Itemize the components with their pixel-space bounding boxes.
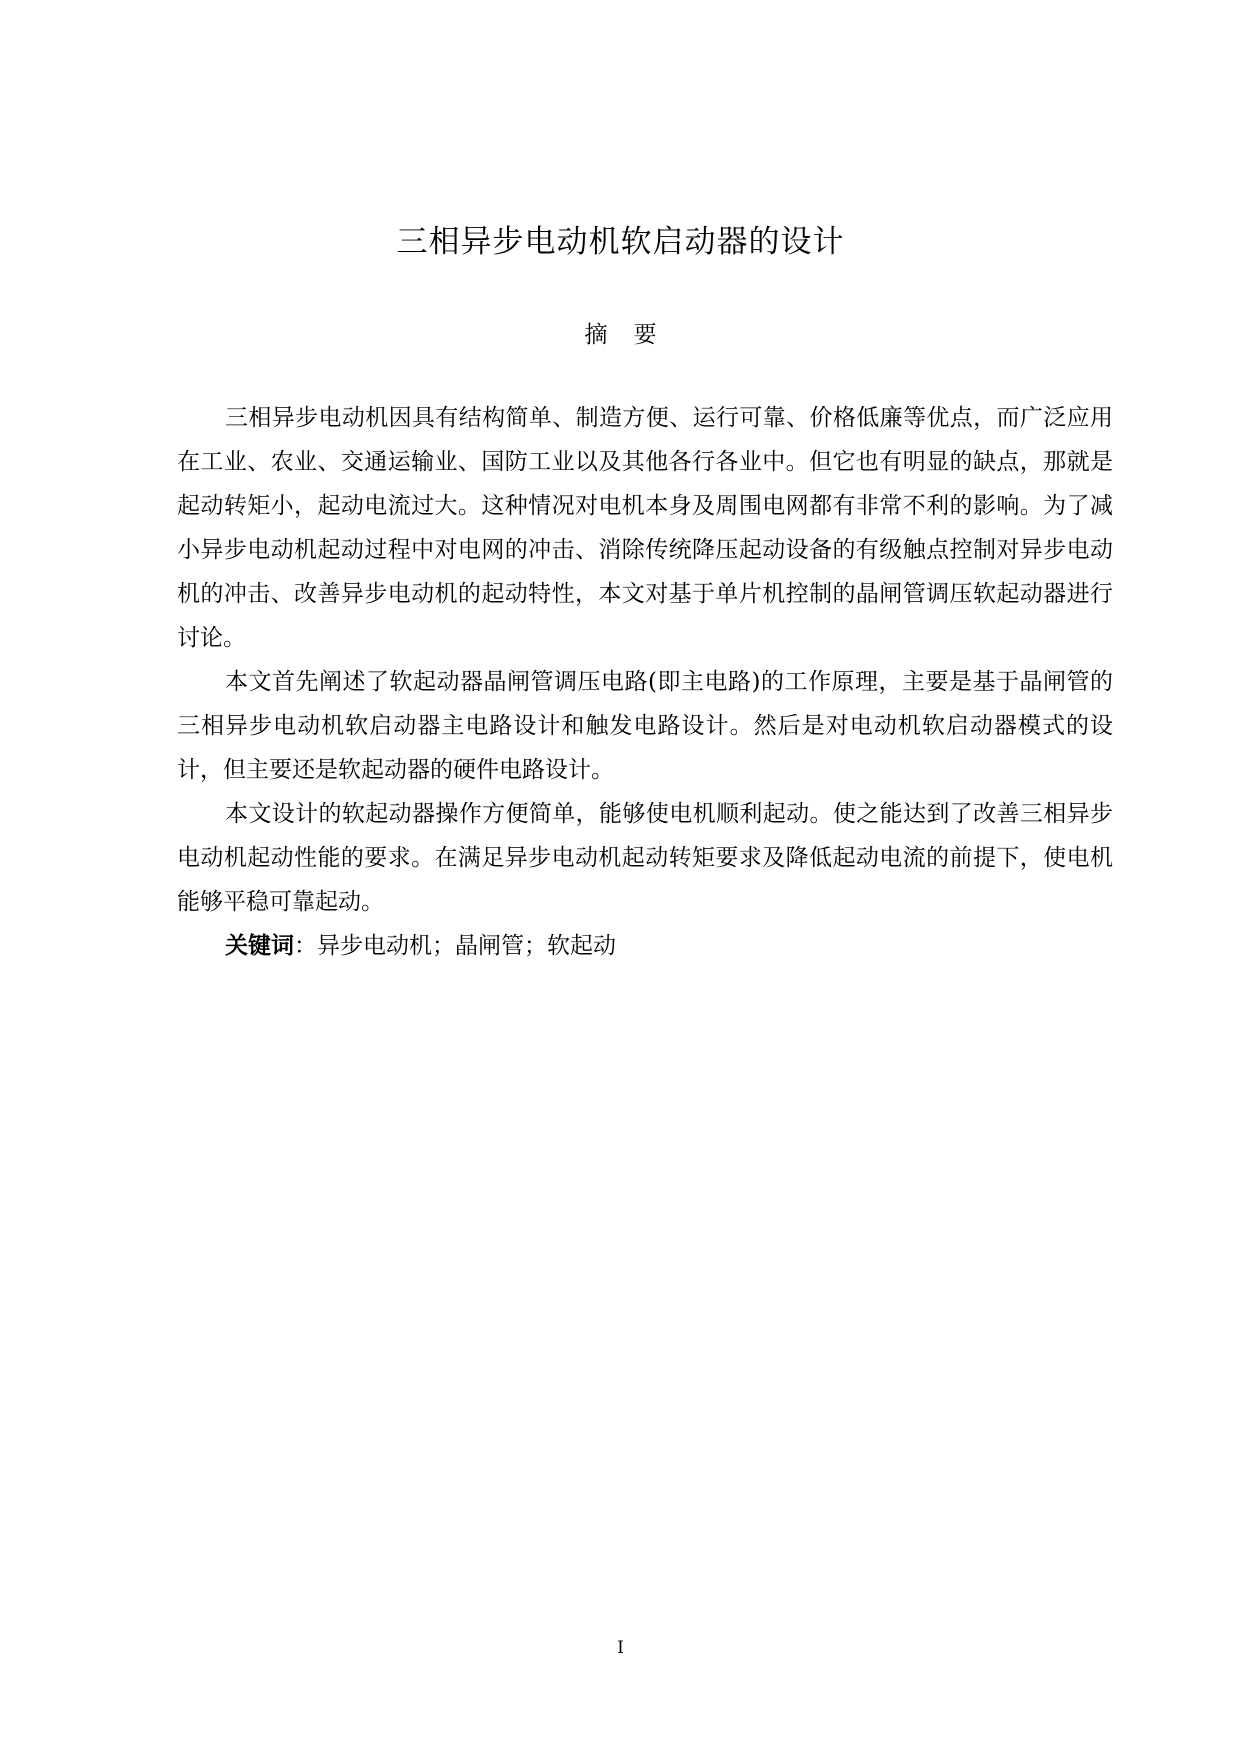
keywords-label: 关键词 [225, 932, 294, 959]
abstract-heading [0, 318, 1241, 352]
keywords-line [177, 924, 1113, 968]
abstract-paragraph-3: 本文设计的软起动器操作方便简单，能够使电机顺利起动。使之能达到了改善三相异步电动机起动性能的要求。在满足异步电动机起动转矩要求及降低起动电流的前提下，使电机能够平稳可靠起动。 [177, 801, 1113, 915]
page-title: 三相异步电动机软启动器的设计 [396, 224, 845, 260]
keywords-value: 异步电动机；晶闸管；软起动 [317, 933, 616, 959]
abstract-heading-first-char: 摘 [584, 322, 608, 348]
abstract-paragraph-2: 本文首先阐述了软起动器晶闸管调压电路(即主电路)的工作原理，主要是基于晶闸管的三相异步电动机软启动器主电路设计和触发电路设计。然后是对电动机软启动器模式的设计，但主要还是软起动器的硬件电路设计。 [177, 669, 1113, 783]
page-number: I [617, 1638, 624, 1658]
abstract-heading-second-char: 要 [633, 322, 657, 348]
keywords-separator: ： [294, 933, 317, 959]
abstract-body [177, 396, 1113, 968]
abstract-paragraph-1: 三相异步电动机因具有结构简单、制造方便、运行可靠、价格低廉等优点，而广泛应用在工业、农业、交通运输业、国防工业以及其他各行各业中。但它也有明显的缺点，那就是起动转矩小，起动电流过大。这种情况对电机本身及周围电网都有非常不利的影响。为了减小异步电动机起动过程中对电网的冲击、消除传统降压起动设备的有级触点控制对异步电动机的冲击、改善异步电动机的起动特性，本文对基于单片机控制的晶闸管调压软起动器进行讨论。 [177, 405, 1113, 651]
